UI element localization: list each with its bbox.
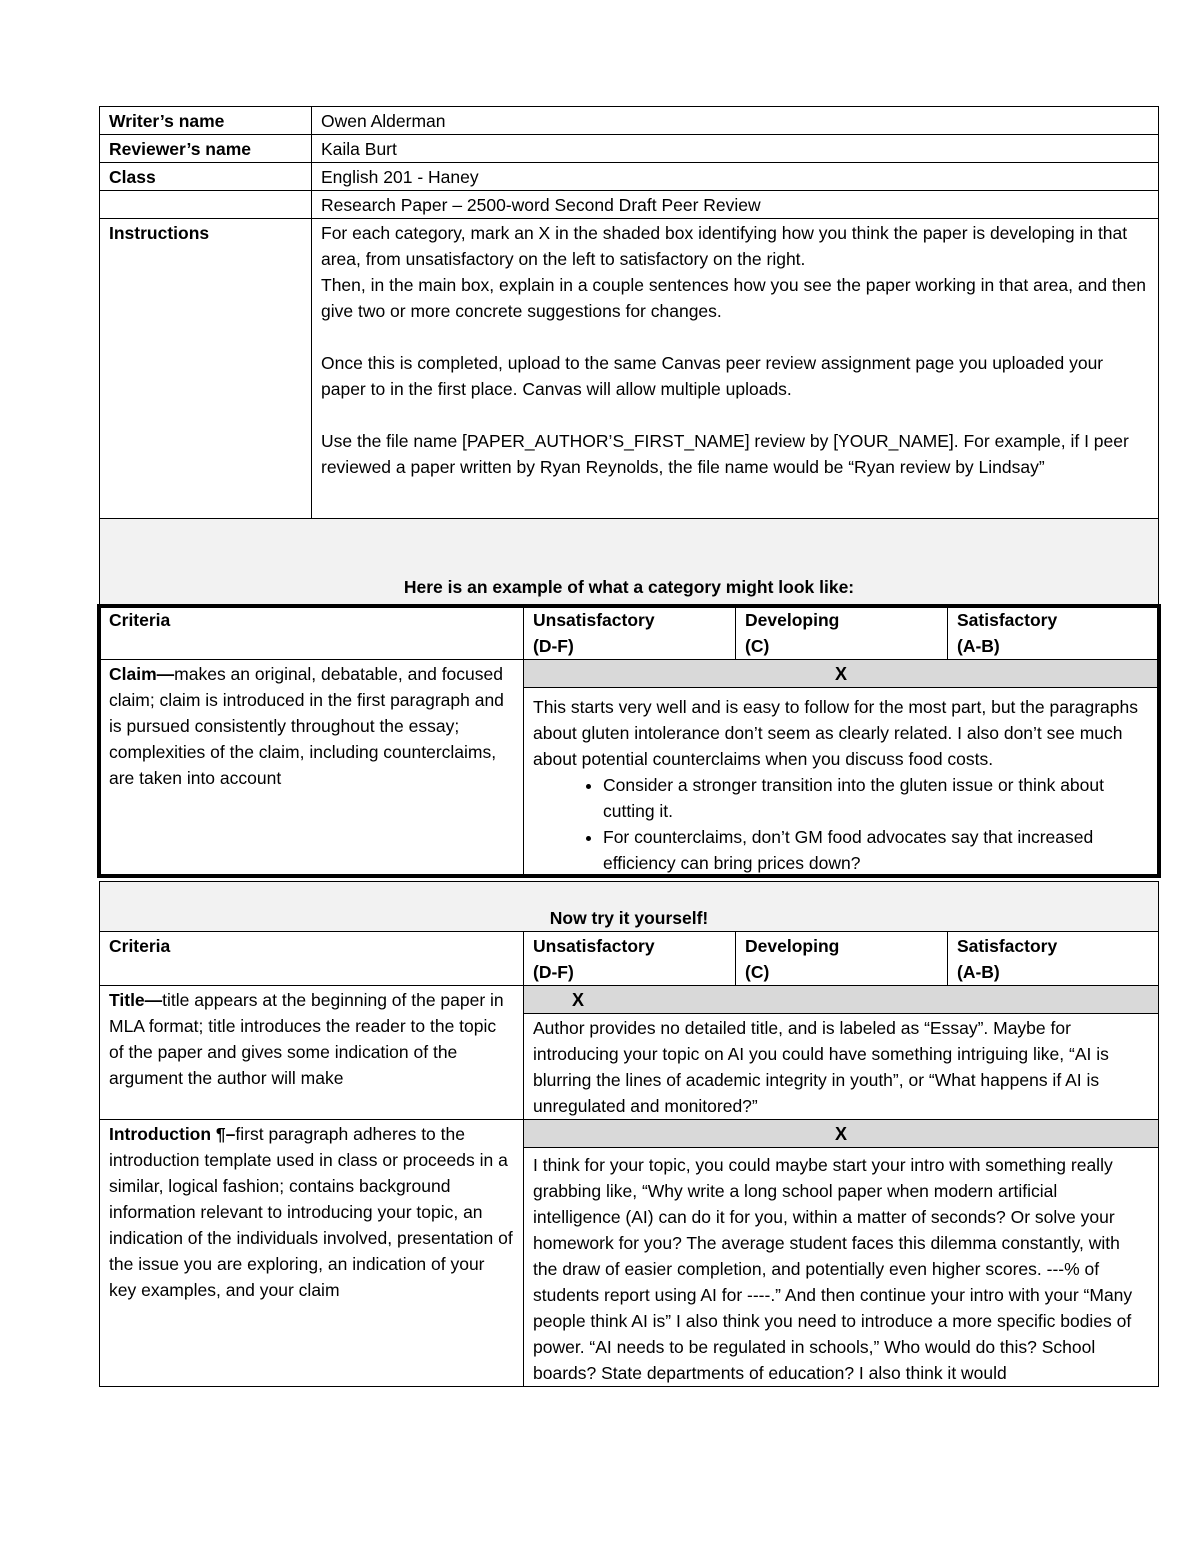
example-criterion-text: makes an original, debatable, and focused claim; claim is introduced in the first paragraph and is pursued consistently throughout the essay; complexities of the claim, including counterclaims, are taken into account xyxy=(109,664,504,788)
instructions-para-3: Use the file name [PAPER_AUTHOR’S_FIRST_NAME] review by [YOUR_NAME]. For example, if I peer reviewed a paper written by Ryan Reynolds, the file name would be “Ryan review by Lindsay” xyxy=(321,431,1129,477)
developing-label: Developing xyxy=(745,610,840,630)
class-row xyxy=(100,163,1159,191)
assignment-row xyxy=(100,191,1159,219)
title-mark-row xyxy=(100,986,1159,1014)
class-value[interactable]: English 201 - Haney xyxy=(312,163,1159,191)
example-suggestion-1: • Consider a stronger transition into the gluten issue or think about cutting it. xyxy=(603,772,1149,824)
instructions-row xyxy=(100,219,1159,519)
criteria-header: Criteria xyxy=(100,606,524,660)
example-banner: Here is an example of what a category might look like: xyxy=(100,519,1159,605)
instructions-para-1a: For each category, mark an X in the shaded box identifying how you think the paper is developing in that area, from unsatisfactory on the left to satisfactory on the right. xyxy=(321,223,1128,269)
example-comment[interactable] xyxy=(524,688,1159,877)
review-header-row xyxy=(100,932,1159,986)
instructions-para-1b: Then, in the main box, explain in a couple sentences how you see the paper working in that area, and then give two or more concrete suggestions for changes. xyxy=(321,275,1146,321)
satisfactory-grade: (A-B) xyxy=(957,636,1000,656)
instructions-text xyxy=(312,219,1159,519)
example-section xyxy=(99,605,1159,877)
satisfactory-header xyxy=(948,932,1159,986)
developing-grade: (C) xyxy=(745,636,770,656)
intro-criterion-title: Introduction ¶– xyxy=(109,1124,236,1144)
criteria-header: Criteria xyxy=(100,932,524,986)
example-suggestion-2: • For counterclaims, don’t GM food advocates say that increased efficiency can bring prices down? xyxy=(603,824,1149,876)
intro-criterion xyxy=(100,1120,524,1387)
intro-mark-row xyxy=(100,1120,1159,1148)
reviewer-label: Reviewer’s name xyxy=(100,135,312,163)
example-table xyxy=(99,605,1159,877)
writer-value[interactable]: Owen Alderman xyxy=(312,107,1159,135)
unsatisfactory-label: Unsatisfactory xyxy=(533,936,655,956)
unsatisfactory-header xyxy=(524,606,736,660)
reviewer-value[interactable]: Kaila Burt xyxy=(312,135,1159,163)
example-criterion-title: Claim— xyxy=(109,664,175,684)
try-banner-table xyxy=(99,881,1159,932)
instructions-label: Instructions xyxy=(100,219,312,519)
title-mark-box[interactable]: X xyxy=(524,986,1159,1014)
example-header-row xyxy=(100,606,1159,660)
developing-header xyxy=(736,606,948,660)
assignment-value: Research Paper – 2500-word Second Draft Peer Review xyxy=(312,191,1159,219)
example-suggestion-list xyxy=(533,772,1149,876)
satisfactory-header xyxy=(948,606,1159,660)
satisfactory-label: Satisfactory xyxy=(957,610,1058,630)
title-criterion xyxy=(100,986,524,1120)
spacer xyxy=(321,324,1149,350)
satisfactory-grade: (A-B) xyxy=(957,962,1000,982)
intro-mark-box[interactable]: X xyxy=(524,1120,1159,1148)
review-table xyxy=(99,931,1159,1387)
assignment-label-empty xyxy=(100,191,312,219)
unsatisfactory-grade: (D-F) xyxy=(533,962,574,982)
title-criterion-text: title appears at the beginning of the paper in MLA format; title introduces the reader to the topic of the paper and gives some indication of the argument the author will make xyxy=(109,990,504,1088)
example-banner-table xyxy=(99,518,1159,605)
example-comment-text: This starts very well and is easy to follow for the most part, but the paragraphs about gluten intolerance don’t seem as clearly related. I also don’t see much about potential counterclaims when you discuss food costs. xyxy=(533,697,1138,769)
title-criterion-title: Title— xyxy=(109,990,163,1010)
developing-label: Developing xyxy=(745,936,840,956)
satisfactory-label: Satisfactory xyxy=(957,936,1058,956)
try-banner: Now try it yourself! xyxy=(100,882,1159,932)
peer-review-form xyxy=(99,106,1159,1387)
title-comment[interactable]: Author provides no detailed title, and is labeled as “Essay”. Maybe for introducing your topic on AI you could have something intriguing like, “AI is blurring the lines of academic integrity in youth”, or “What happens if AI is unregulated and monitored?” xyxy=(524,1014,1159,1120)
example-mark-box[interactable]: X xyxy=(524,660,1159,688)
unsatisfactory-grade: (D-F) xyxy=(533,636,574,656)
reviewer-row xyxy=(100,135,1159,163)
intro-criterion-text: first paragraph adheres to the introduction template used in class or proceeds in a similar, logical fashion; contains background information relevant to introducing your topic, an indication of the individuals involved, presentation of the issue you are exploring, an indication of your key examples, and your claim xyxy=(109,1124,513,1300)
developing-header xyxy=(736,932,948,986)
instructions-para-2: Once this is completed, upload to the same Canvas peer review assignment page you uploaded your paper to in the first place. Canvas will allow multiple uploads. xyxy=(321,353,1104,399)
writer-row xyxy=(100,107,1159,135)
writer-label: Writer’s name xyxy=(100,107,312,135)
example-mark-row xyxy=(100,660,1159,688)
intro-comment[interactable]: I think for your topic, you could maybe start your intro with something really grabbing like, “Why write a long school paper when modern artificial intelligence (AI) can do it for you, within a matter of seconds? Or solve your homework for you? The average student faces this dilemma constantly, with the draw of easier completion, and potentially even higher scores. ---% of students report using AI for ----.” And then continue your intro with your “Many people think AI is” I also think you need to introduce a more specific bodies of power. “AI needs to be regulated in schools,” Who would do this? School boards? State departments of education? I also think it would xyxy=(524,1148,1159,1387)
unsatisfactory-label: Unsatisfactory xyxy=(533,610,655,630)
developing-grade: (C) xyxy=(745,962,770,982)
unsatisfactory-header xyxy=(524,932,736,986)
example-criterion xyxy=(100,660,524,877)
info-table xyxy=(99,106,1159,519)
class-label: Class xyxy=(100,163,312,191)
spacer xyxy=(321,402,1149,428)
